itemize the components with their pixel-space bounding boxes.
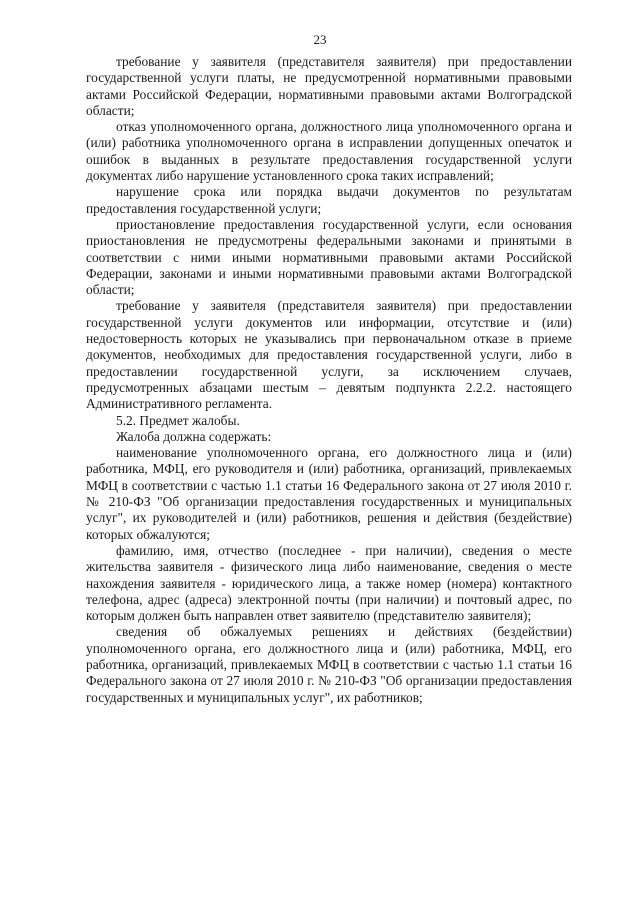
paragraph-appealed-decisions: сведения об обжалуемых решениях и действиях (бездействии) уполномоченного органа, его должностного лица и (или) работника, МФЦ, его работника, организаций, привлекаемых МФЦ в соответствии с частью 1.1 статьи 16 Федерального закона от 27 июля 2010 г. № 210-ФЗ "Об организации предоставления государственных и муниципальных услуг", их работников;	[86, 624, 572, 705]
paragraph-applicant-details: фамилию, имя, отчество (последнее - при наличии), сведения о месте жительства заявителя - физического лица либо наименование, сведения о месте нахождения заявителя - юридического лица, а также номер (номера) контактного телефона, адрес (адреса) электронной почты (при наличии) и почтовый адрес, по которым должен быть направлен ответ заявителю (представителю заявителя);	[86, 542, 572, 624]
paragraph-complaint-contents-intro: Жалоба должна содержать:	[116, 428, 272, 444]
paragraph-documents-requirement: требование у заявителя (представителя заявителя) при предоставлении государственной услуги документов или информации, отсутствие и (или) недостоверность которых не указывались при первоначальном отказе в приеме документов, необходимых для предоставления государственной услуги, либо в предоставлении государственной услуги, за исключением случаев, предусмотренных абзацами шестым – девятым подпункта 2.2.2. настоящего Административного регламента.	[86, 298, 572, 412]
paragraph-authority-name: наименование уполномоченного органа, его должностного лица и (или) работника, МФЦ, его руководителя и (или) работника, организаций, привлекаемых МФЦ в соответствии с частью 1.1 статьи 16 Федерального закона от 27 июля 2010 г. № 210-ФЗ "Об организации предоставления государственных и муниципальных услуг", их руководителей и (или) работников, решения и действия (бездействие) которых обжалуются;	[86, 445, 572, 542]
paragraph-fee-requirement: требование у заявителя (представителя заявителя) при предоставлении государственной услуги платы, не предусмотренной нормативными правовыми актами Российской Федерации, нормативными правовыми актами Волгоградской области;	[86, 54, 572, 118]
section-heading-complaint-subject: 5.2. Предмет жалобы.	[116, 412, 240, 428]
document-body	[86, 54, 572, 706]
paragraph-issuance-violation: нарушение срока или порядка выдачи документов по результатам предоставления государственной услуги;	[86, 184, 572, 216]
page-number: 23	[313, 32, 327, 47]
paragraph-refusal-corrections: отказ уполномоченного органа, должностного лица уполномоченного органа и (или) работника уполномоченного органа в исправлении допущенных опечаток и ошибок в выданных в результате предоставления государственной услуги документах либо нарушение установленного срока таких исправлений;	[86, 119, 572, 184]
paragraph-suspension: приостановление предоставления государственной услуги, если основания приостановления не предусмотрены федеральными законами и принятыми в соответствии с ними иными нормативными правовыми актами Российской Федерации, законами и иными нормативными правовыми актами Волгоградской области;	[86, 216, 572, 298]
